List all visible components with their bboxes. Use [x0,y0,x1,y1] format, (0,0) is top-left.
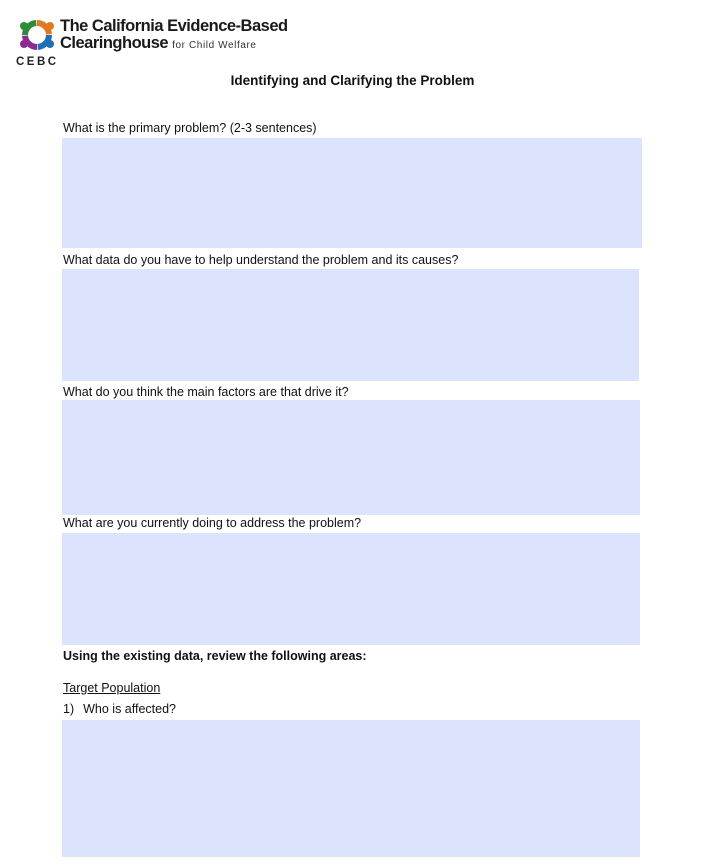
logo-subtitle [60,34,257,55]
answer-field-who-affected[interactable] [62,720,640,857]
answer-field-data-available[interactable] [62,269,639,381]
question-main-factors: What do you think the main factors are that drive it? [63,385,349,399]
question-current-actions: What are you currently doing to address the problem? [63,516,362,530]
review-heading: Using the existing data, review the following areas: [63,649,367,663]
document-title: Identifying and Clarifying the Problem [230,73,475,88]
answer-field-current-actions[interactable] [62,533,640,645]
list-item-number: 1) [63,702,75,716]
logo-title: The California Evidence-Based [60,17,288,35]
list-item-who-affected [63,702,176,716]
logo-abbreviation: CEBC [16,56,59,68]
logo-subtitle-text: Clearinghouse [60,34,169,52]
answer-field-main-factors[interactable] [62,400,640,515]
question-primary-problem: What is the primary problem? (2-3 sentences) [63,121,317,135]
cebc-logo [16,14,296,70]
section-target-population: Target Population [63,681,161,695]
cebc-logo-mark-icon [16,14,58,56]
question-data-available: What data do you have to help understand the problem and its causes? [63,253,459,267]
logo-for-text: for Child Welfare [172,40,257,51]
list-item-text: Who is affected? [83,702,177,716]
answer-field-primary-problem[interactable] [62,138,642,248]
